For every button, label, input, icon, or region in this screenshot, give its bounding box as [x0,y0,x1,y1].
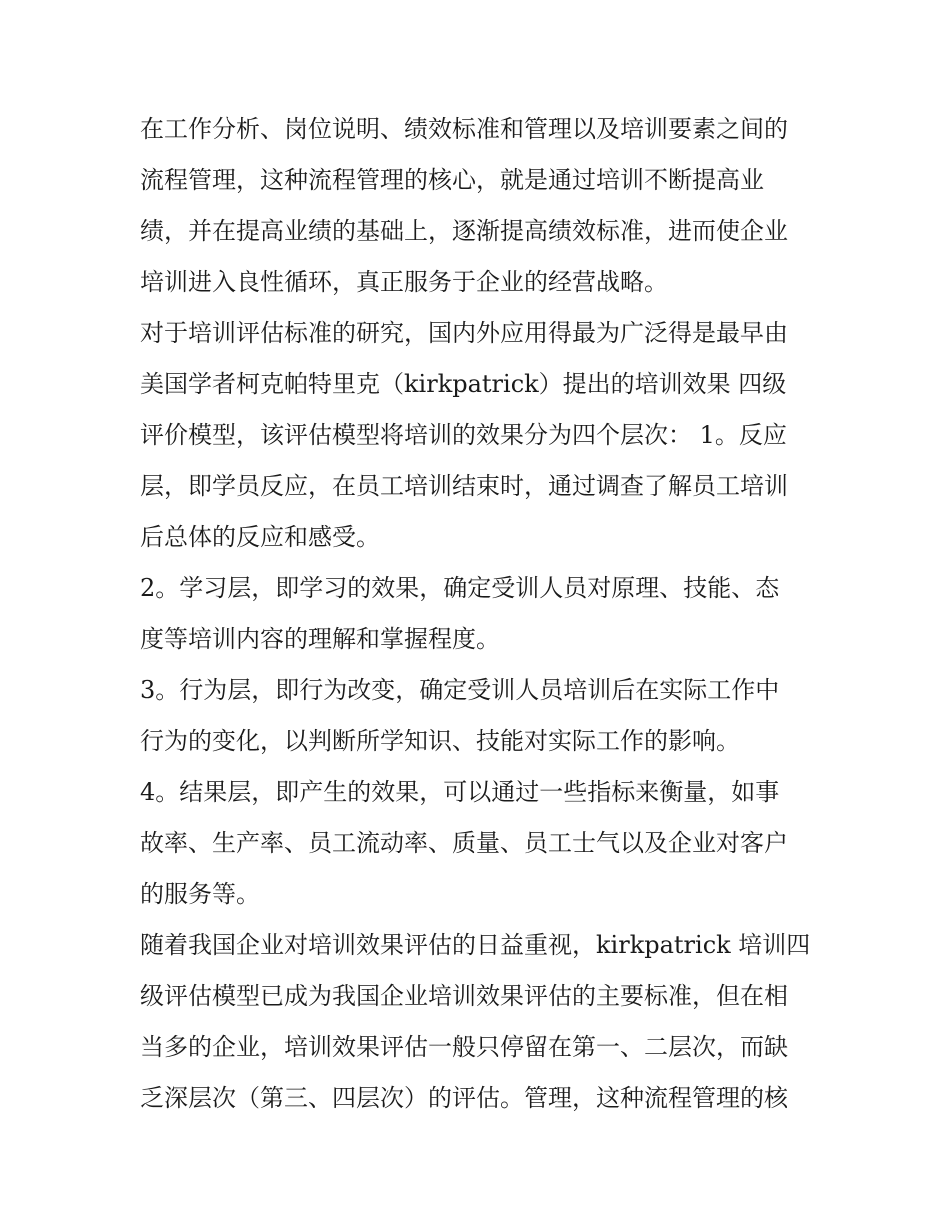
text-line: 流程管理，这种流程管理的核心，就是通过培训不断提高业 [140,166,764,194]
text-line: 级评估模型已成为我国企业培训效果评估的主要标准，但在相 [140,982,788,1010]
text-line: 绩，并在提高业绩的基础上，逐渐提高绩效标准，进而使企业 [140,217,788,245]
text-line: 培训进入良性循环，真正服务于企业的经营战略。 [140,268,668,296]
text-line: 行为的变化，以判断所学知识、技能对实际工作的影响。 [140,727,740,755]
text-line: 评价模型，该评估模型将培训的效果分为四个层次： 1。反应 [140,421,787,449]
text-line: 在工作分析、岗位说明、绩效标准和管理以及培训要素之间的 [140,115,788,143]
text-line: 的服务等。 [140,880,260,908]
text-line: 当多的企业，培训效果评估一般只停留在第一、二层次，而缺 [140,1033,788,1061]
text-line: 故率、生产率、员工流动率、质量、员工士气以及企业对客户 [140,829,788,857]
text-line: 后总体的反应和感受。 [140,523,380,551]
text-line: 美国学者柯克帕特里克（kirkpatrick）提出的培训效果 四级 [140,370,787,398]
text-line: 随着我国企业对培训效果评估的日益重视，kirkpatrick 培训四 [140,931,811,959]
text-line: 层，即学员反应，在员工培训结束时，通过调查了解员工培训 [140,472,788,500]
text-line: 对于培训评估标准的研究，国内外应用得最为广泛得是最早由 [140,319,788,347]
text-line: 乏深层次（第三、四层次）的评估。管理，这种流程管理的核 [140,1084,788,1112]
text-line: 4。结果层，即产生的效果，可以通过一些指标来衡量，如事 [140,778,780,806]
text-line: 2。学习层，即学习的效果，确定受训人员对原理、技能、态 [140,574,780,602]
document-body [140,104,812,1124]
text-line: 度等培训内容的理解和掌握程度。 [140,625,500,653]
text-line: 3。行为层，即行为改变，确定受训人员培训后在实际工作中 [140,676,780,704]
